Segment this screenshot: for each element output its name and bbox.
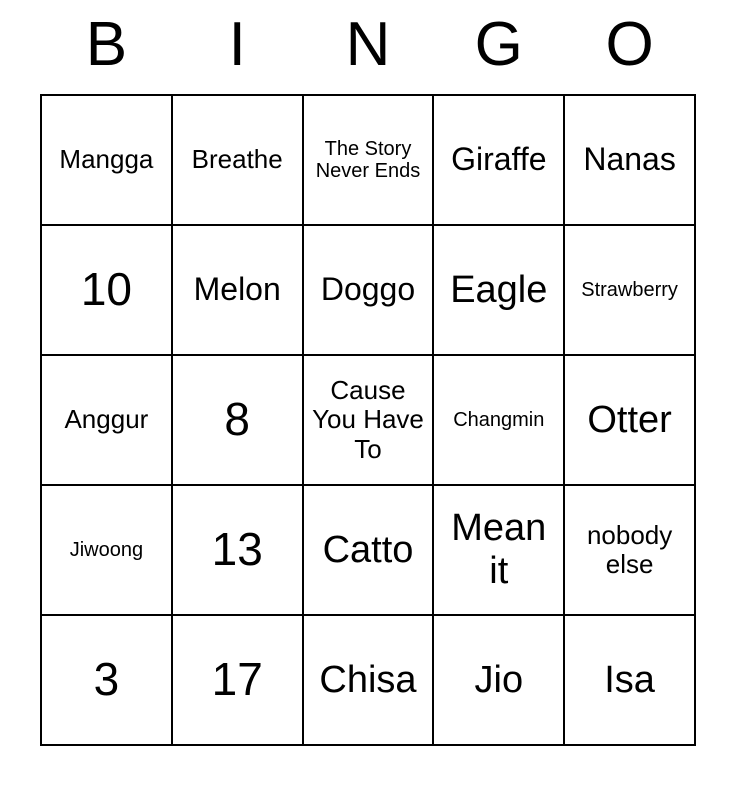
- bingo-cell[interactable]: [434, 96, 565, 226]
- bingo-cell-label: Giraffe: [451, 141, 547, 178]
- bingo-cell[interactable]: [173, 96, 304, 226]
- bingo-cell-label: 8: [224, 393, 250, 446]
- bingo-cell[interactable]: [173, 616, 304, 746]
- bingo-cell[interactable]: [565, 616, 696, 746]
- bingo-cell-label: Melon: [193, 271, 281, 308]
- bingo-header-row: [41, 10, 695, 79]
- bingo-cell-label: Mangga: [59, 144, 154, 175]
- bingo-cell[interactable]: [173, 486, 304, 616]
- bingo-cell[interactable]: [565, 486, 696, 616]
- bingo-header-letter-i: I: [228, 10, 246, 79]
- bingo-cell-label: Doggo: [320, 271, 416, 308]
- bingo-cell-label: Isa: [604, 658, 655, 701]
- bingo-cell-label: 3: [93, 653, 120, 706]
- bingo-header-letter-o: O: [605, 10, 654, 79]
- bingo-header-letter-n: N: [345, 10, 391, 79]
- bingo-cell-label: Nanas: [583, 141, 676, 178]
- bingo-cell[interactable]: [434, 226, 565, 356]
- bingo-grid: [40, 94, 696, 746]
- bingo-cell-label: Strawberry: [581, 278, 678, 301]
- bingo-cell[interactable]: [304, 616, 435, 746]
- bingo-cell[interactable]: [434, 486, 565, 616]
- bingo-header-letter-g: G: [474, 10, 523, 79]
- bingo-cell-label: Otter: [587, 398, 672, 441]
- bingo-cell-label: 17: [211, 653, 263, 706]
- bingo-cell-label: Eagle: [450, 268, 548, 311]
- bingo-cell-label: The Story Never Ends: [315, 137, 421, 182]
- bingo-cell-label: Chisa: [319, 658, 417, 701]
- bingo-cell[interactable]: [304, 486, 435, 616]
- bingo-cell[interactable]: [304, 96, 435, 226]
- bingo-cell-label: Breathe: [191, 144, 283, 175]
- bingo-cell[interactable]: [434, 616, 565, 746]
- bingo-cell[interactable]: [565, 356, 696, 486]
- bingo-cell[interactable]: [565, 226, 696, 356]
- bingo-cell[interactable]: [565, 96, 696, 226]
- bingo-cell[interactable]: [173, 226, 304, 356]
- bingo-cell-label: Mean it: [451, 507, 547, 592]
- bingo-header-letter-b: B: [85, 10, 128, 79]
- bingo-cell[interactable]: [42, 226, 173, 356]
- bingo-cell[interactable]: [173, 356, 304, 486]
- bingo-cell-label: 13: [211, 523, 263, 576]
- bingo-cell-label: Changmin: [453, 408, 545, 431]
- bingo-cell-label: Anggur: [64, 404, 149, 435]
- bingo-cell-label: Jiwoong: [69, 538, 144, 561]
- bingo-cell-label: Jio: [474, 658, 524, 701]
- bingo-cell-label: Catto: [322, 528, 414, 571]
- bingo-cell[interactable]: [434, 356, 565, 486]
- bingo-cell[interactable]: [42, 616, 173, 746]
- bingo-cell[interactable]: [304, 356, 435, 486]
- bingo-cell[interactable]: [42, 486, 173, 616]
- bingo-cell-label: Cause You Have To: [312, 375, 424, 464]
- bingo-cell-label: nobody else: [586, 519, 673, 579]
- bingo-cell[interactable]: [304, 226, 435, 356]
- bingo-cell[interactable]: [42, 356, 173, 486]
- bingo-cell[interactable]: [42, 96, 173, 226]
- bingo-cell-label: 10: [80, 263, 132, 316]
